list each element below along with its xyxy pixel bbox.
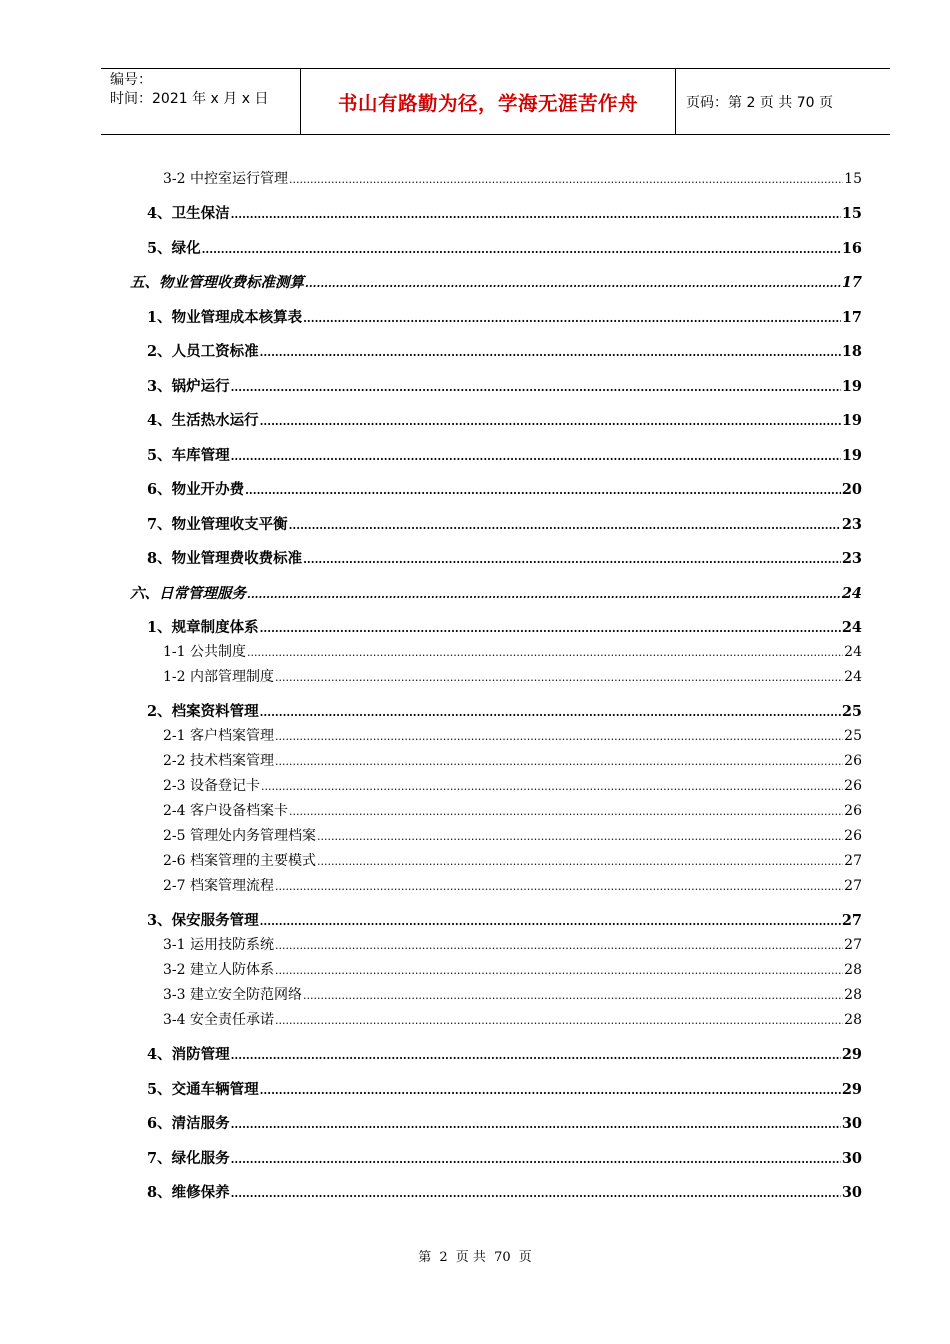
toc-leader-dots <box>289 805 843 818</box>
toc-entry-label: 8、维修保养 <box>147 1184 230 1201</box>
footer-current-page: 2 <box>439 1250 448 1265</box>
toc-leader-dots <box>303 989 843 1002</box>
toc-entry-label: 3、保安服务管理 <box>147 912 259 929</box>
toc-leader-dots <box>231 208 841 221</box>
footer-mid: 页 共 <box>455 1250 486 1265</box>
toc-entry-page: 23 <box>841 550 862 567</box>
toc-entry-page: 29 <box>841 1046 862 1063</box>
toc-entry-page: 27 <box>844 878 862 894</box>
toc-entry-label: 3-2 建立人防体系 <box>163 962 274 978</box>
toc-entry[interactable] <box>130 616 862 638</box>
toc-entry-page: 28 <box>844 987 862 1003</box>
toc-leader-dots <box>260 415 841 428</box>
toc-entry-page: 24 <box>841 584 862 602</box>
toc-entry-label: 5、车库管理 <box>147 446 230 464</box>
toc-entry-page: 18 <box>841 343 862 360</box>
toc-entry-label: 2-3 设备登记卡 <box>163 778 260 794</box>
toc-entry[interactable] <box>130 984 862 1006</box>
toc-leader-dots <box>260 1084 841 1097</box>
toc-entry[interactable] <box>130 800 862 822</box>
toc-entry[interactable] <box>130 725 862 747</box>
toc-entry-page: 26 <box>844 803 862 819</box>
toc-entry[interactable] <box>130 850 862 872</box>
toc-leader-dots <box>275 671 843 684</box>
toc-entry-label: 2-5 管理处内务管理档案 <box>163 828 316 844</box>
toc-leader-dots <box>231 1049 841 1062</box>
toc-leader-dots <box>260 915 841 928</box>
toc-entry[interactable] <box>130 959 862 981</box>
toc-entry-label: 4、消防管理 <box>147 1046 230 1063</box>
toc-leader-dots <box>231 1118 841 1131</box>
toc-entry-page: 15 <box>841 205 862 222</box>
toc-entry-page: 26 <box>844 778 862 794</box>
header-code: 编号： <box>110 72 152 88</box>
toc-entry-page: 19 <box>841 412 862 429</box>
toc-leader-dots <box>275 880 843 893</box>
toc-entry[interactable] <box>130 750 862 772</box>
toc-entry[interactable] <box>130 641 862 663</box>
toc-entry[interactable] <box>130 375 862 397</box>
toc-leader-dots <box>261 780 843 793</box>
toc-leader-dots <box>289 519 841 532</box>
toc-entry-page: 17 <box>841 274 862 291</box>
toc-entry-page: 19 <box>841 377 862 395</box>
toc-entry-label: 2-1 客户档案管理 <box>163 728 274 744</box>
toc-entry[interactable] <box>130 444 862 466</box>
toc-entry[interactable] <box>130 825 862 847</box>
toc-leader-dots <box>247 646 843 659</box>
toc-entry-page: 24 <box>844 644 862 660</box>
toc-leader-dots <box>231 450 841 463</box>
toc-entry[interactable] <box>130 237 862 259</box>
toc-entry-page: 26 <box>844 828 862 844</box>
toc-entry-label: 2-4 客户设备档案卡 <box>163 803 288 819</box>
toc-entry-page: 30 <box>841 1115 862 1132</box>
toc-entry-label: 4、卫生保洁 <box>147 205 230 222</box>
toc-entry-label: 六、日常管理服务 <box>130 584 246 602</box>
toc-entry[interactable] <box>130 306 862 328</box>
footer-total-pages: 70 <box>494 1250 511 1265</box>
toc-leader-dots <box>305 277 841 290</box>
toc-entry[interactable] <box>130 700 862 722</box>
toc-entry-label: 3-2 中控室运行管理 <box>163 171 288 187</box>
toc-entry-page: 20 <box>841 481 862 498</box>
toc-entry-label: 6、物业开办费 <box>147 481 245 498</box>
toc-entry-label: 7、绿化服务 <box>147 1149 230 1167</box>
toc-entry-page: 19 <box>841 446 862 464</box>
header-page-info: 页码：第 2 页 共 70 页 <box>686 94 833 111</box>
toc-leader-dots <box>275 730 843 743</box>
header-meta <box>101 69 301 134</box>
toc-entry[interactable] <box>130 1009 862 1031</box>
toc-entry-page: 28 <box>844 1012 862 1028</box>
toc-leader-dots <box>275 964 843 977</box>
toc-entry-label: 2、档案资料管理 <box>147 703 259 720</box>
toc-entry[interactable] <box>130 666 862 688</box>
toc-entry-page: 26 <box>844 753 862 769</box>
toc-leader-dots <box>275 939 843 952</box>
toc-entry-page: 27 <box>844 853 862 869</box>
toc-leader-dots <box>245 484 841 497</box>
toc-entry[interactable] <box>130 271 862 293</box>
toc-leader-dots <box>275 1014 843 1027</box>
toc-entry[interactable] <box>130 1112 862 1134</box>
footer-prefix: 第 <box>418 1250 432 1265</box>
toc-entry-label: 1、物业管理成本核算表 <box>147 308 303 326</box>
toc-entry-page: 23 <box>841 515 862 533</box>
toc-leader-dots <box>247 588 841 601</box>
toc-entry-label: 6、清洁服务 <box>147 1115 230 1132</box>
toc-entry-label: 3-3 建立安全防范网络 <box>163 987 302 1003</box>
toc-entry[interactable] <box>130 513 862 535</box>
toc-leader-dots <box>275 755 843 768</box>
header-motto: 书山有路勤为径，学海无涯苦作舟 <box>301 69 676 134</box>
toc-entry[interactable] <box>130 1147 862 1169</box>
toc-entry[interactable] <box>130 168 862 190</box>
toc-entry-label: 5、绿化 <box>147 239 201 257</box>
toc-entry-label: 1-1 公共制度 <box>163 644 246 660</box>
toc-entry-page: 29 <box>841 1080 862 1098</box>
toc-entry[interactable] <box>130 409 862 431</box>
toc-entry-label: 5、交通车辆管理 <box>147 1080 259 1098</box>
toc-entry-label: 3、锅炉运行 <box>147 377 230 395</box>
toc-leader-dots <box>231 1153 841 1166</box>
toc-entry-label: 1-2 内部管理制度 <box>163 669 274 685</box>
toc-entry-page: 30 <box>841 1184 862 1201</box>
toc-leader-dots <box>303 553 841 566</box>
toc-entry-page: 30 <box>841 1149 862 1167</box>
header-time: 时间：2021 年 x 月 x 日 <box>110 91 269 107</box>
toc-entry[interactable] <box>130 340 862 362</box>
toc-entry[interactable] <box>130 1078 862 1100</box>
toc-entry-label: 7、物业管理收支平衡 <box>147 515 288 533</box>
toc-leader-dots <box>303 312 841 325</box>
toc-entry-label: 2-7 档案管理流程 <box>163 878 274 894</box>
toc-entry-page: 16 <box>841 239 862 257</box>
toc-entry-page: 27 <box>841 912 862 929</box>
toc-leader-dots <box>202 243 841 256</box>
toc-entry-label: 3-1 运用技防系统 <box>163 937 274 953</box>
page-header <box>101 68 890 135</box>
toc-entry-label: 3-4 安全责任承诺 <box>163 1012 274 1028</box>
toc-entry-label: 8、物业管理费收费标准 <box>147 550 303 567</box>
toc-entry[interactable] <box>130 582 862 604</box>
page-footer <box>0 1246 950 1265</box>
toc-entry-label: 2-6 档案管理的主要模式 <box>163 853 316 869</box>
toc-entry[interactable] <box>130 1181 862 1203</box>
toc-entry[interactable] <box>130 1043 862 1065</box>
toc-entry[interactable] <box>130 202 862 224</box>
toc-entry-page: 25 <box>841 703 862 720</box>
toc-entry-page: 27 <box>844 937 862 953</box>
toc-entry[interactable] <box>130 875 862 897</box>
toc-entry-label: 4、生活热水运行 <box>147 412 259 429</box>
toc-leader-dots <box>260 622 841 635</box>
toc-leader-dots <box>317 855 843 868</box>
toc-leader-dots <box>231 381 841 394</box>
toc-entry-label: 1、规章制度体系 <box>147 619 259 636</box>
toc-leader-dots <box>260 346 841 359</box>
toc-entry-page: 24 <box>844 669 862 685</box>
toc-entry-page: 17 <box>841 308 862 326</box>
toc-leader-dots <box>231 1187 841 1200</box>
toc-entry-label: 2、人员工资标准 <box>147 343 259 360</box>
toc-entry[interactable] <box>130 478 862 500</box>
toc-entry-page: 25 <box>844 728 862 744</box>
toc-entry-label: 五、物业管理收费标准测算 <box>130 274 304 291</box>
toc-entry-label: 2-2 技术档案管理 <box>163 753 274 769</box>
footer-suffix: 页 <box>518 1250 532 1265</box>
toc-leader-dots <box>289 173 843 186</box>
toc-entry[interactable] <box>130 775 862 797</box>
toc-leader-dots <box>260 706 841 719</box>
toc-entry[interactable] <box>130 909 862 931</box>
toc-entry-page: 15 <box>844 171 862 187</box>
toc-entry[interactable] <box>130 934 862 956</box>
toc-leader-dots <box>317 830 843 843</box>
toc-entry-page: 24 <box>841 619 862 636</box>
toc-entry[interactable] <box>130 547 862 569</box>
toc-entry-page: 28 <box>844 962 862 978</box>
